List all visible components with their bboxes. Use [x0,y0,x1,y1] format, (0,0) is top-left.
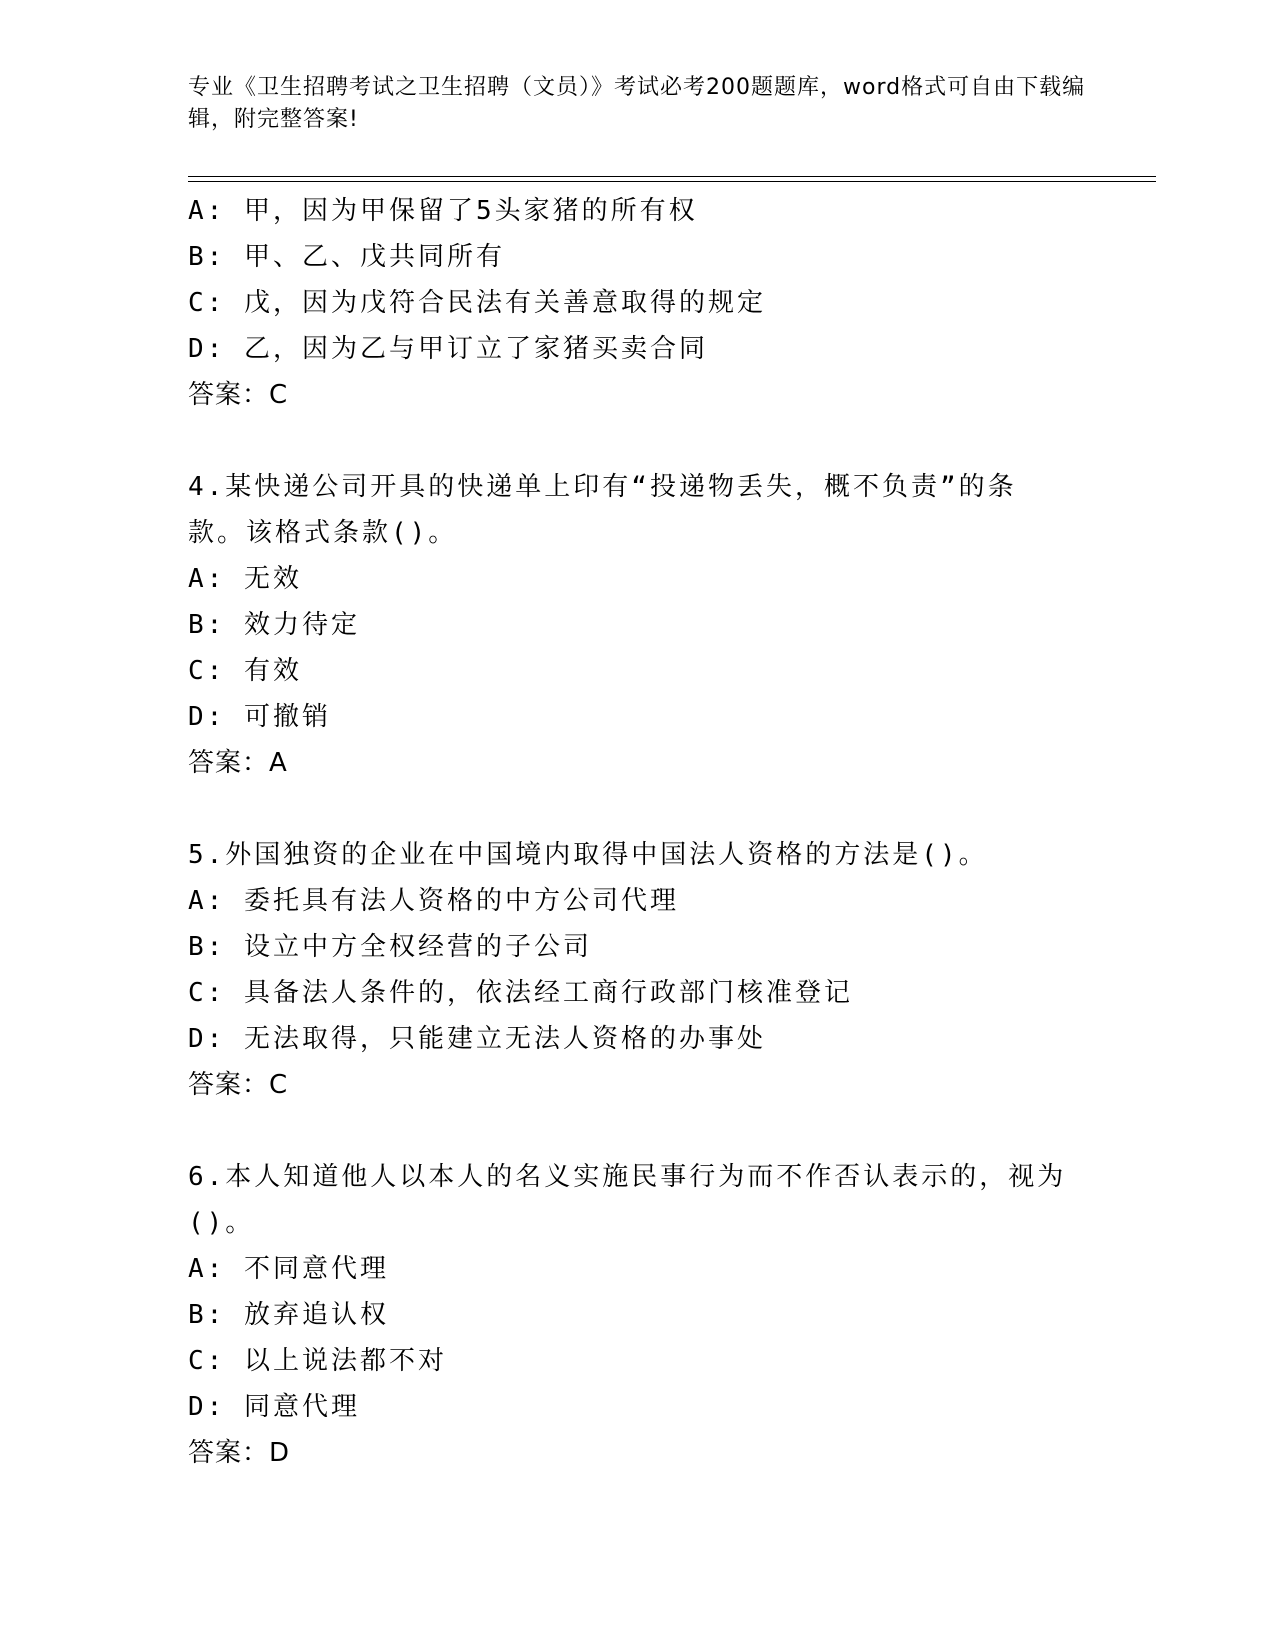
option-d: D: 无法取得，只能建立无法人资格的办事处 [188,1024,766,1054]
answer: 答案：D [188,1438,291,1468]
question-5 [188,832,1148,1108]
answer: 答案：A [188,748,288,778]
option-b: B: 效力待定 [188,610,360,640]
option-a: A: 无效 [188,564,302,594]
option-d: D: 可撤销 [188,702,331,732]
question-3 [188,188,1148,418]
question-spacer [188,1108,1148,1154]
option-a: A: 不同意代理 [188,1254,389,1284]
question-spacer [188,786,1148,832]
question-spacer [188,418,1148,464]
option-c: C: 有效 [188,656,302,686]
option-d: D: 乙，因为乙与甲订立了家猪买卖合同 [188,334,708,364]
header-rule-top [188,176,1156,177]
answer: 答案：C [188,1070,289,1100]
option-c: C: 戊，因为戊符合民法有关善意取得的规定 [188,288,766,318]
option-a: A: 委托具有法人资格的中方公司代理 [188,886,679,916]
option-c: C: 具备法人条件的，依法经工商行政部门核准登记 [188,978,853,1008]
question-text: 5.外国独资的企业在中国境内取得中国法人资格的方法是()。 [188,840,988,870]
question-text: 4.某快递公司开具的快递单上印有“投递物丢失，概不负责”的条款。该格式条款()。 [188,472,1017,548]
question-6 [188,1154,1148,1476]
document-header [188,72,1088,136]
option-b: B: 放弃追认权 [188,1300,389,1330]
question-4 [188,464,1148,786]
header-rule-bottom [188,181,1156,182]
question-text: 6.本人知道他人以本人的名义实施民事行为而不作否认表示的，视为()。 [188,1162,1067,1238]
option-a: A: 甲，因为甲保留了5头家猪的所有权 [188,196,698,226]
header-text: 专业《卫生招聘考试之卫生招聘（文员）》考试必考200题题库，word格式可自由下载编辑，附完整答案! [188,75,1086,132]
option-b: B: 设立中方全权经营的子公司 [188,932,592,962]
option-b: B: 甲、乙、戊共同所有 [188,242,505,272]
option-c: C: 以上说法都不对 [188,1346,447,1376]
answer: 答案：C [188,380,289,410]
option-d: D: 同意代理 [188,1392,360,1422]
question-list [188,188,1148,1476]
